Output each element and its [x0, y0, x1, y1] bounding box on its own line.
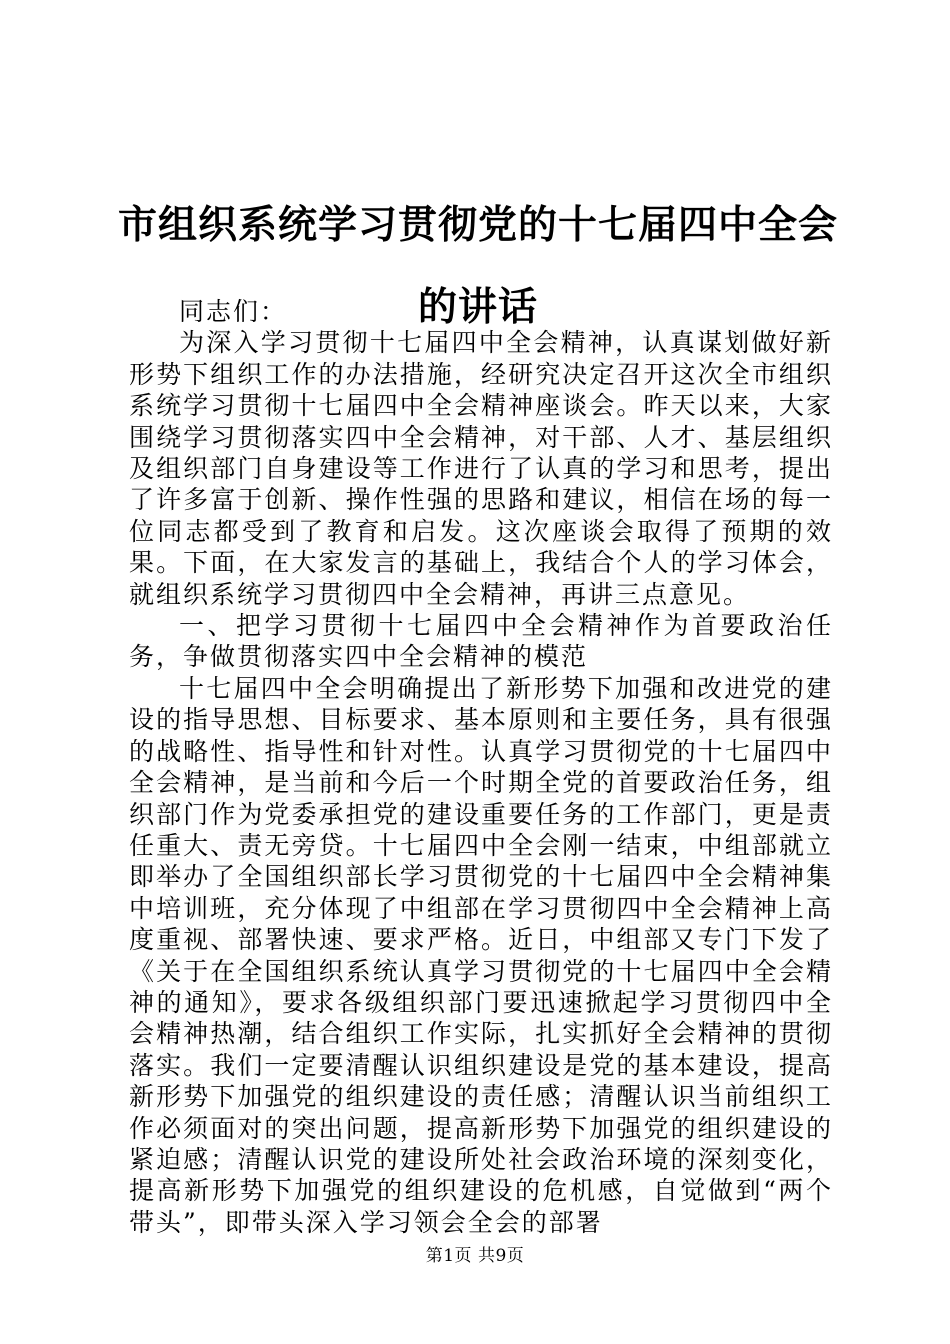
document-body [129, 296, 833, 1238]
section-heading-1: 一、把学习贯彻十七届四中全会精神作为首要政治任务，争做贯彻落实四中全会精神的模范 [129, 611, 833, 672]
paragraph-section-1: 十七届四中全会明确提出了新形势下加强和改进党的建设的指导思想、目标要求、基本原则和主要任务，具有很强的战略性、指导性和针对性。认真学习贯彻党的十七届四中全会精神，是当前和今后一个时期全党的首要政治任务，组织部门作为党委承担党的建设重要任务的工作部门，更是责任重大、责无旁贷。十七届四中全会刚一结束，中组部就立即举办了全国组织部长学习贯彻党的十七届四中全会精神集中培训班，充分体现了中组部在学习贯彻四中全会精神上高度重视、部署快速、要求严格。近日，中组部又专门下发了《关于在全国组织系统认真学习贯彻党的十七届四中全会精神的通知》，要求各级组织部门要迅速掀起学习贯彻四中全会精神热潮，结合组织工作实际，扎实抓好全会精神的贯彻落实。我们一定要清醒认识组织建设是党的基本建设，提高新形势下加强党的组织建设的责任感；清醒认识当前组织工作必须面对的突出问题，提高新形势下加强党的组织建设的紧迫感；清醒认识党的建设所处社会政治环境的深刻变化，提高新形势下加强党的组织建设的危机感，自觉做到“两个带头”，即带头深入学习领会全会的部署 [129, 673, 833, 1237]
salutation: 同志们： [179, 297, 288, 326]
page-number: 第1页 共9页 [425, 1246, 525, 1266]
document-title: 市组织系统学习贯彻党的十七届四中全会的讲话 [118, 202, 839, 331]
paragraph-intro: 为深入学习贯彻十七届四中全会精神，认真谋划做好新形势下组织工作的办法措施，经研究决定召开这次全市组织系统学习贯彻十七届四中全会精神座谈会。昨天以来，大家围绕学习贯彻落实四中全会精神，对干部、人才、基层组织及组织部门自身建设等工作进行了认真的学习和思考，提出了许多富于创新、操作性强的思路和建议，相信在场的每一位同志都受到了教育和启发。这次座谈会取得了预期的效果。下面，在大家发言的基础上，我结合个人的学习体会，就组织系统学习贯彻四中全会精神，再讲三点意见。 [129, 328, 833, 609]
